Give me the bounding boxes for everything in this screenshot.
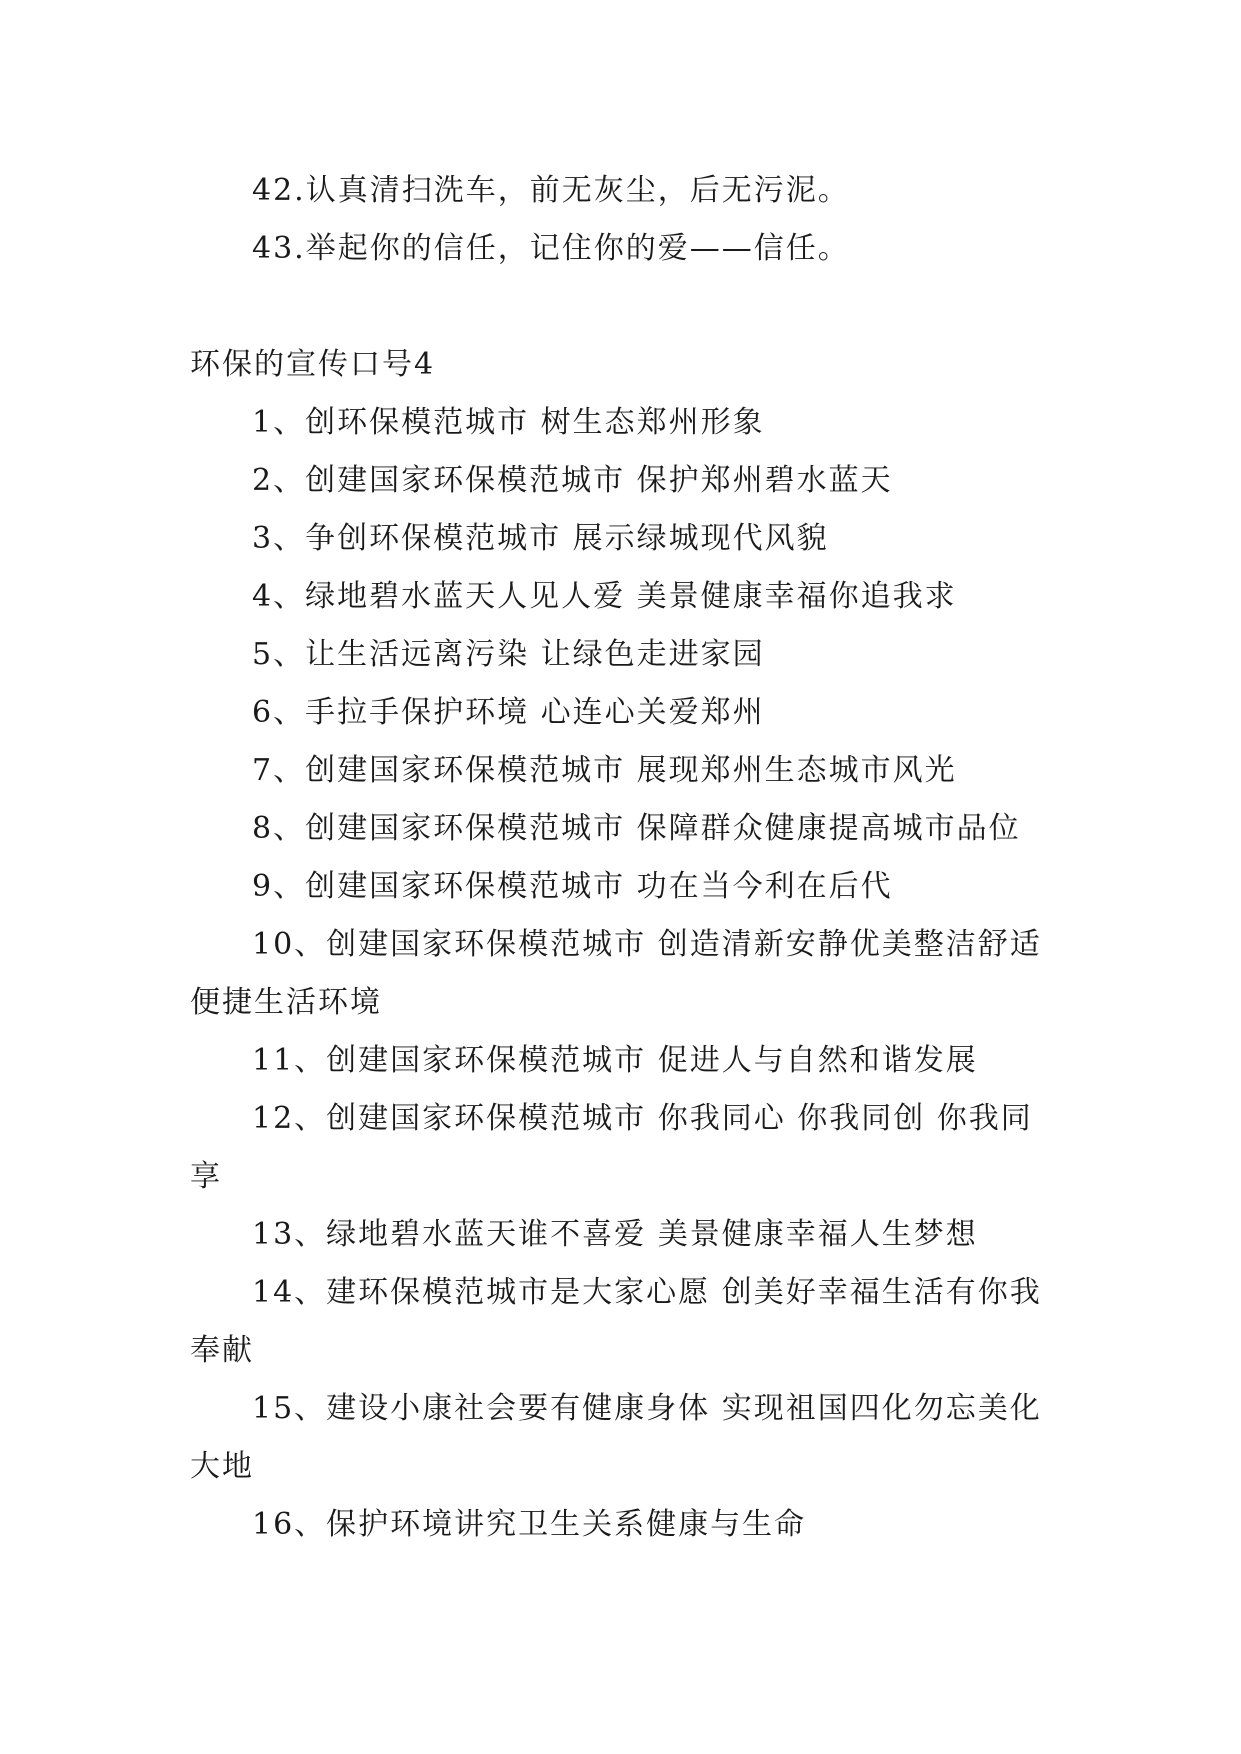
list-item: 7、创建国家环保模范城市 展现郑州生态城市风光 <box>252 753 957 788</box>
list-item: 5、让生活远离污染 让绿色走进家园 <box>252 637 765 672</box>
list-item: 1、创环保模范城市 树生态郑州形象 <box>252 405 765 440</box>
list-item: 9、创建国家环保模范城市 功在当今利在后代 <box>252 869 893 904</box>
list-item: 8、创建国家环保模范城市 保障群众健康提高城市品位 <box>252 811 1021 846</box>
list-item: 11、创建国家环保模范城市 促进人与自然和谐发展 <box>252 1043 978 1078</box>
list-item: 3、争创环保模范城市 展示绿城现代风貌 <box>252 521 829 556</box>
list-item: 15、建设小康社会要有健康身体 实现祖国四化勿忘美化大地 <box>190 1391 1042 1484</box>
list-item: 4、绿地碧水蓝天人见人爱 美景健康幸福你追我求 <box>252 579 957 614</box>
list-item: 43.举起你的信任，记住你的爱——信任。 <box>252 231 850 266</box>
document-body <box>190 162 1052 1554</box>
list-item: 16、保护环境讲究卫生关系健康与生命 <box>252 1507 807 1542</box>
list-item: 2、创建国家环保模范城市 保护郑州碧水蓝天 <box>252 463 893 498</box>
list-item: 13、绿地碧水蓝天谁不喜爱 美景健康幸福人生梦想 <box>252 1217 978 1252</box>
list-item: 10、创建国家环保模范城市 创造清新安静优美整洁舒适便捷生活环境 <box>190 927 1042 1020</box>
list-item: 42.认真清扫洗车，前无灰尘，后无污泥。 <box>252 173 850 208</box>
list-item: 12、创建国家环保模范城市 你我同心 你我同创 你我同享 <box>190 1101 1033 1194</box>
section-heading: 环保的宣传口号4 <box>190 347 436 382</box>
list-item: 6、手拉手保护环境 心连心关爱郑州 <box>252 695 765 730</box>
list-item: 14、建环保模范城市是大家心愿 创美好幸福生活有你我奉献 <box>190 1275 1042 1368</box>
